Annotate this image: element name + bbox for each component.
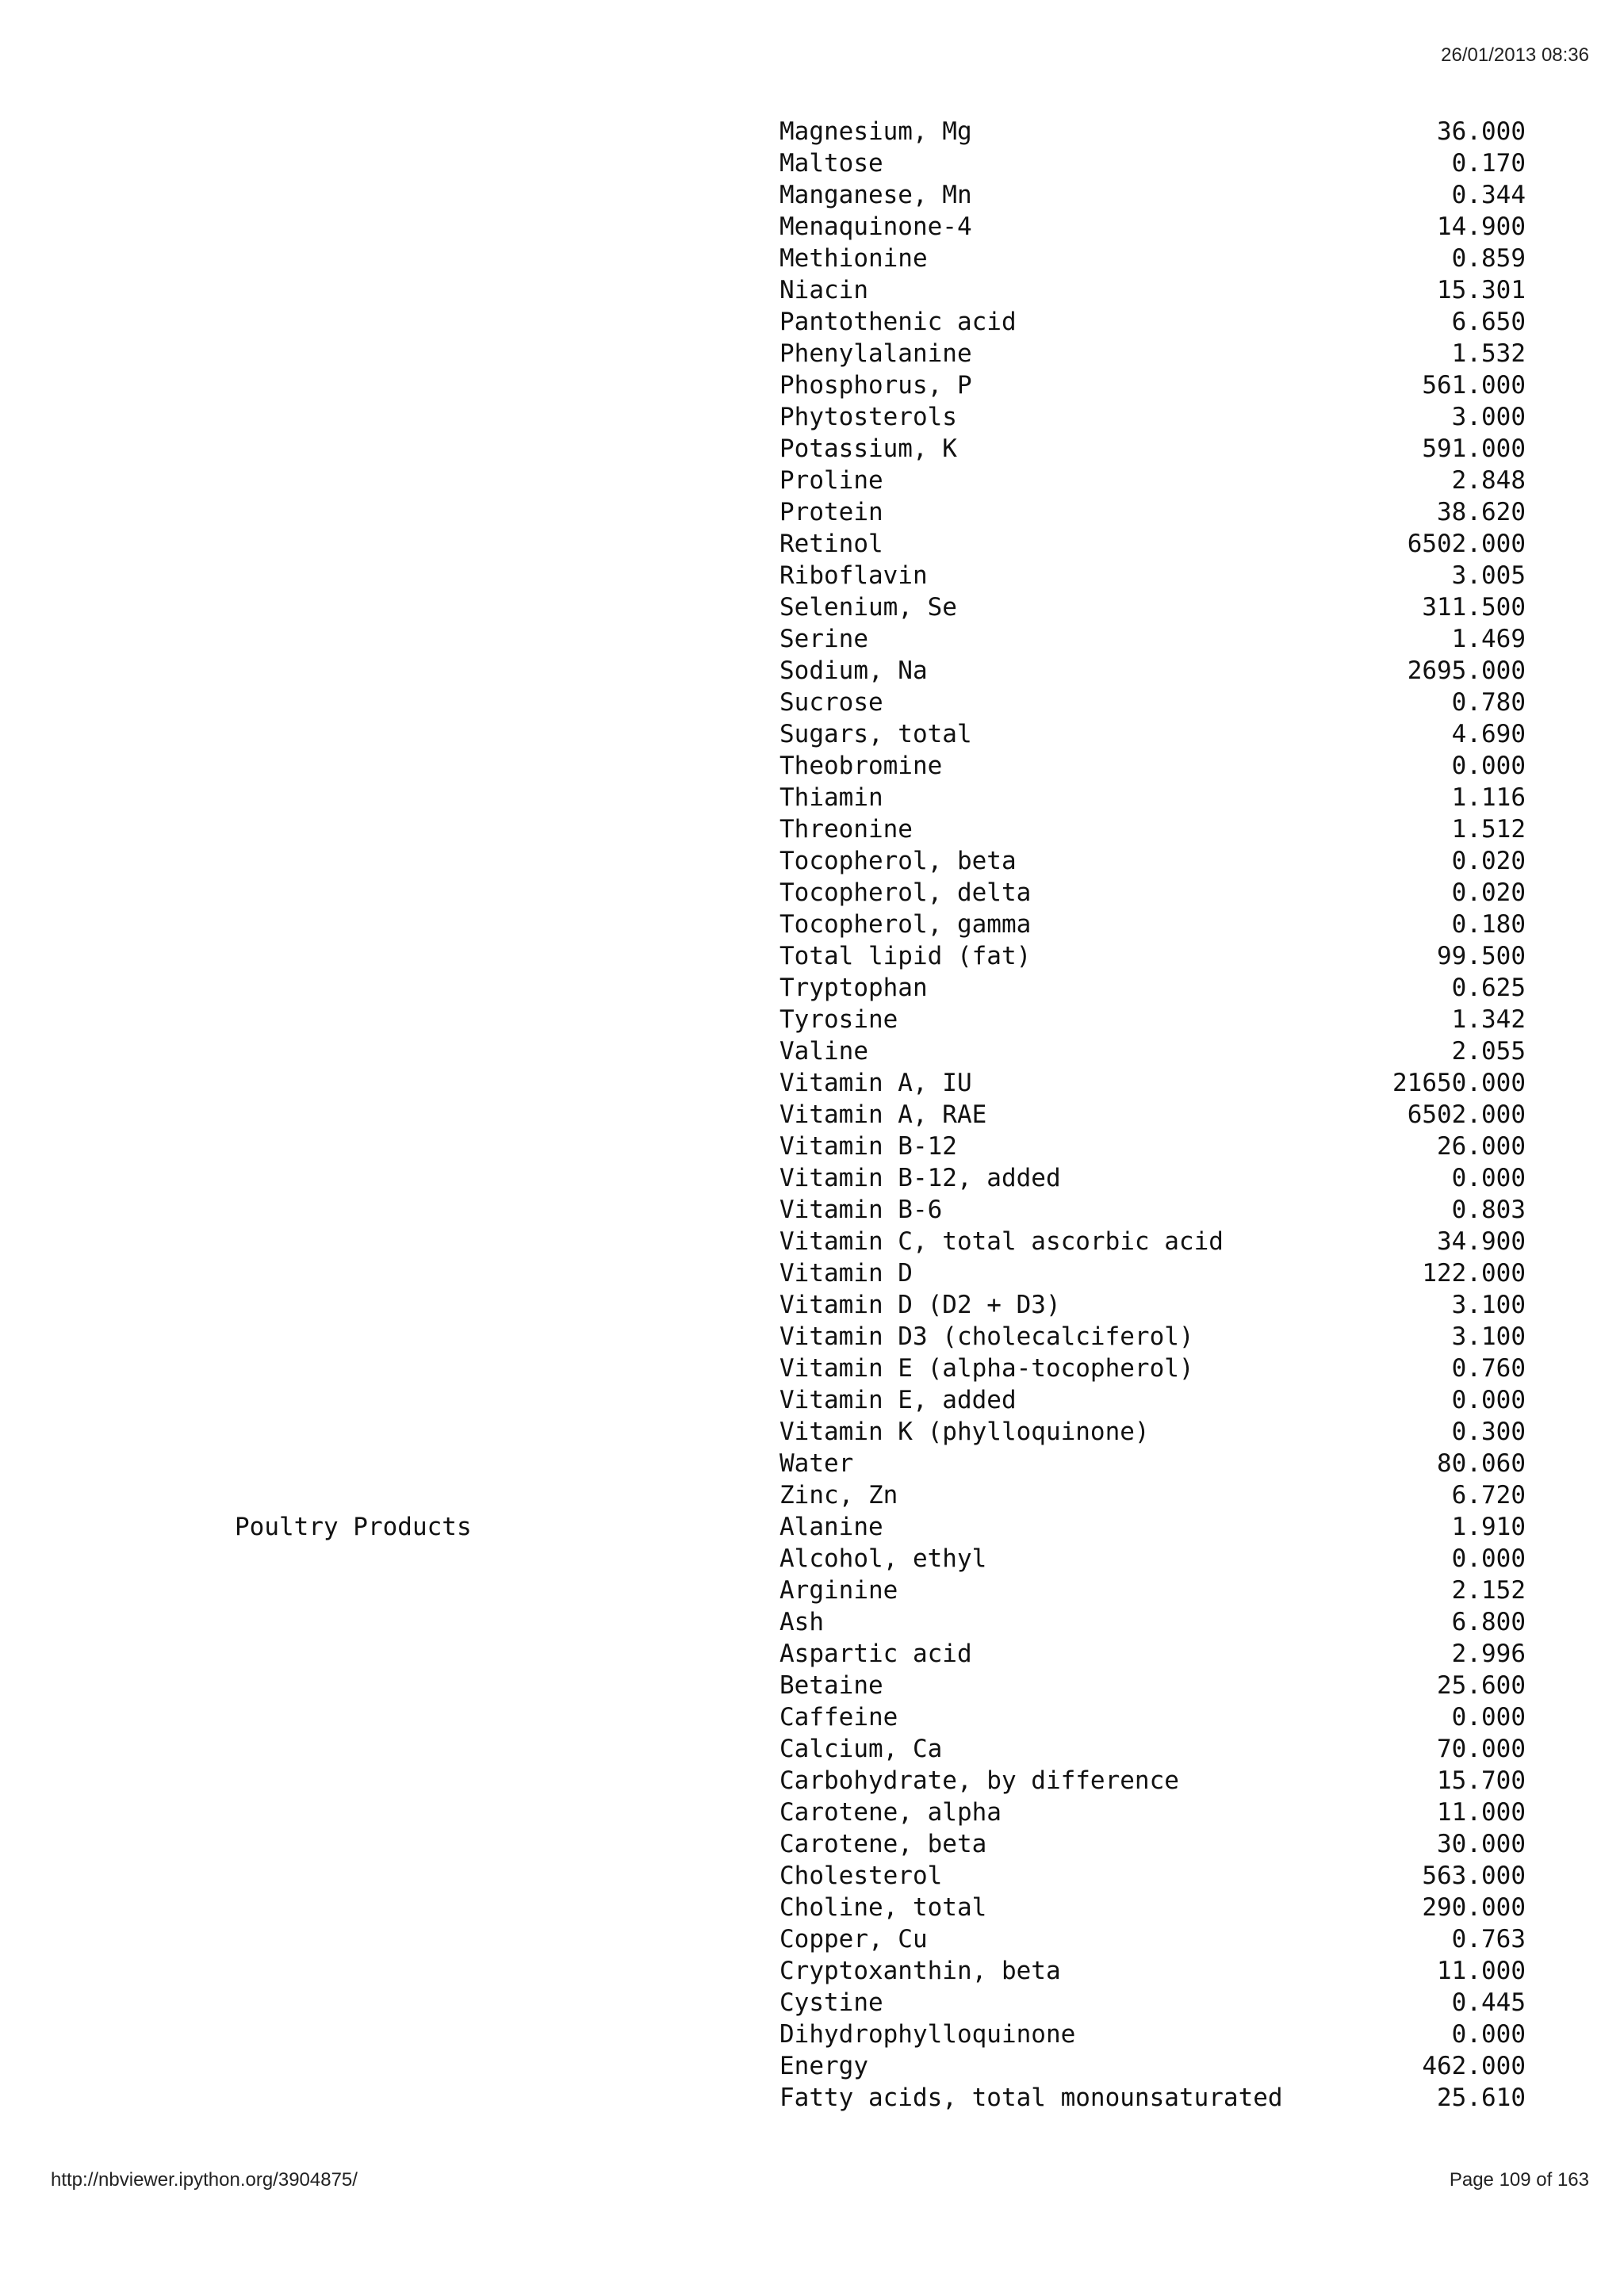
nutrient-value: 311.500 bbox=[1422, 593, 1526, 622]
nutrient-name: Vitamin E, added bbox=[779, 1386, 1017, 1414]
nutrient-name: Valine bbox=[779, 1037, 868, 1066]
nutrient-name: Tocopherol, delta bbox=[779, 878, 1032, 907]
nutrient-name: Copper, Cu bbox=[779, 1925, 928, 1954]
table-row bbox=[0, 147, 1624, 179]
table-row bbox=[0, 845, 1624, 877]
nutrient-value: 36.000 bbox=[1437, 117, 1526, 146]
nutrient-value: 30.000 bbox=[1437, 1830, 1526, 1858]
table-row bbox=[0, 1701, 1624, 1733]
table-row bbox=[0, 1479, 1624, 1511]
table-row bbox=[0, 813, 1624, 845]
nutrient-name: Fatty acids, total monounsaturated bbox=[779, 2084, 1283, 2112]
table-row bbox=[0, 1638, 1624, 1670]
nutrient-value: 1.910 bbox=[1451, 1513, 1526, 1541]
nutrient-value: 563.000 bbox=[1422, 1862, 1526, 1890]
table-row bbox=[0, 877, 1624, 909]
nutrient-value: 0.020 bbox=[1451, 878, 1526, 907]
nutrient-name: Theobromine bbox=[779, 752, 943, 780]
nutrient-value: 0.445 bbox=[1451, 1988, 1526, 2017]
nutrient-name: Choline, total bbox=[779, 1893, 987, 1922]
nutrient-value: 99.500 bbox=[1437, 942, 1526, 970]
nutrient-table bbox=[0, 116, 1624, 2114]
nutrient-value: 122.000 bbox=[1422, 1259, 1526, 1288]
table-row bbox=[0, 1828, 1624, 1860]
nutrient-name: Vitamin D3 (cholecalciferol) bbox=[779, 1322, 1194, 1351]
nutrient-name: Carotene, alpha bbox=[779, 1798, 1002, 1827]
table-row bbox=[0, 496, 1624, 528]
nutrient-value: 6.800 bbox=[1451, 1608, 1526, 1636]
nutrient-value: 591.000 bbox=[1422, 434, 1526, 463]
nutrient-value: 21650.000 bbox=[1392, 1069, 1526, 1097]
footer-url: http://nbviewer.ipython.org/3904875/ bbox=[51, 2169, 358, 2191]
table-row bbox=[0, 1162, 1624, 1194]
table-row bbox=[0, 1860, 1624, 1892]
print-timestamp: 26/01/2013 08:36 bbox=[1441, 44, 1589, 66]
table-row bbox=[0, 1035, 1624, 1067]
table-row bbox=[0, 591, 1624, 623]
table-row bbox=[0, 655, 1624, 687]
nutrient-value: 0.780 bbox=[1451, 688, 1526, 717]
nutrient-name: Retinol bbox=[779, 530, 883, 558]
table-row bbox=[0, 433, 1624, 465]
nutrient-name: Niacin bbox=[779, 276, 868, 304]
table-row bbox=[0, 1416, 1624, 1448]
table-row bbox=[0, 1670, 1624, 1701]
nutrient-name: Total lipid (fat) bbox=[779, 942, 1032, 970]
nutrient-value: 4.690 bbox=[1451, 720, 1526, 748]
nutrient-value: 1.532 bbox=[1451, 339, 1526, 368]
nutrient-name: Carotene, beta bbox=[779, 1830, 987, 1858]
nutrient-name: Potassium, K bbox=[779, 434, 957, 463]
table-row bbox=[0, 1257, 1624, 1289]
nutrient-value: 11.000 bbox=[1437, 1798, 1526, 1827]
nutrient-value: 0.344 bbox=[1451, 181, 1526, 209]
nutrient-name: Phenylalanine bbox=[779, 339, 972, 368]
nutrient-value: 25.600 bbox=[1437, 1671, 1526, 1700]
nutrient-name: Ash bbox=[779, 1608, 824, 1636]
nutrient-name: Dihydrophylloquinone bbox=[779, 2020, 1076, 2049]
nutrient-name: Vitamin E (alpha-tocopherol) bbox=[779, 1354, 1194, 1383]
table-row bbox=[0, 782, 1624, 813]
nutrient-value: 0.170 bbox=[1451, 149, 1526, 178]
table-row bbox=[0, 465, 1624, 496]
table-row bbox=[0, 1543, 1624, 1575]
nutrient-name: Tocopherol, beta bbox=[779, 847, 1017, 875]
table-row bbox=[0, 909, 1624, 940]
table-row bbox=[0, 2019, 1624, 2050]
nutrient-value: 11.000 bbox=[1437, 1957, 1526, 1985]
nutrient-value: 1.512 bbox=[1451, 815, 1526, 844]
table-row bbox=[0, 940, 1624, 972]
nutrient-name: Water bbox=[779, 1449, 854, 1478]
page-number: Page 109 of 163 bbox=[1449, 2169, 1589, 2191]
nutrient-name: Selenium, Se bbox=[779, 593, 957, 622]
table-row bbox=[0, 1606, 1624, 1638]
table-row bbox=[0, 1923, 1624, 1955]
table-row bbox=[0, 338, 1624, 369]
nutrient-name: Cryptoxanthin, beta bbox=[779, 1957, 1061, 1985]
table-row bbox=[0, 1004, 1624, 1035]
nutrient-name: Manganese, Mn bbox=[779, 181, 972, 209]
nutrient-name: Protein bbox=[779, 498, 883, 526]
nutrient-value: 6502.000 bbox=[1407, 1100, 1526, 1129]
nutrient-name: Pantothenic acid bbox=[779, 308, 1017, 336]
nutrient-value: 15.700 bbox=[1437, 1766, 1526, 1795]
nutrient-name: Tocopherol, gamma bbox=[779, 910, 1032, 939]
table-row bbox=[0, 560, 1624, 591]
nutrient-name: Phytosterols bbox=[779, 403, 957, 431]
nutrient-value: 34.900 bbox=[1437, 1227, 1526, 1256]
table-row bbox=[0, 1384, 1624, 1416]
table-row bbox=[0, 1289, 1624, 1321]
table-row bbox=[0, 750, 1624, 782]
table-row bbox=[0, 369, 1624, 401]
nutrient-name: Vitamin D (D2 + D3) bbox=[779, 1291, 1061, 1319]
nutrient-name: Riboflavin bbox=[779, 561, 928, 590]
nutrient-name: Betaine bbox=[779, 1671, 883, 1700]
nutrient-value: 0.760 bbox=[1451, 1354, 1526, 1383]
nutrient-value: 0.020 bbox=[1451, 847, 1526, 875]
nutrient-value: 3.100 bbox=[1451, 1291, 1526, 1319]
nutrient-name: Threonine bbox=[779, 815, 913, 844]
table-row bbox=[0, 1353, 1624, 1384]
nutrient-name: Tyrosine bbox=[779, 1005, 898, 1034]
table-row bbox=[0, 1099, 1624, 1131]
nutrient-name: Vitamin B-12, added bbox=[779, 1164, 1061, 1192]
table-row bbox=[0, 274, 1624, 306]
nutrient-name: Vitamin K (phylloquinone) bbox=[779, 1418, 1150, 1446]
food-group-label: Poultry Products bbox=[235, 1513, 472, 1541]
table-row bbox=[0, 1067, 1624, 1099]
nutrient-value: 0.000 bbox=[1451, 1386, 1526, 1414]
nutrient-value: 6502.000 bbox=[1407, 530, 1526, 558]
nutrient-value: 3.000 bbox=[1451, 403, 1526, 431]
nutrient-value: 15.301 bbox=[1437, 276, 1526, 304]
nutrient-value: 0.180 bbox=[1451, 910, 1526, 939]
nutrient-value: 0.000 bbox=[1451, 2020, 1526, 2049]
nutrient-name: Sodium, Na bbox=[779, 656, 928, 685]
nutrient-name: Vitamin D bbox=[779, 1259, 913, 1288]
nutrient-value: 2.152 bbox=[1451, 1576, 1526, 1605]
nutrient-value: 0.000 bbox=[1451, 752, 1526, 780]
nutrient-value: 25.610 bbox=[1437, 2084, 1526, 2112]
nutrient-name: Sugars, total bbox=[779, 720, 972, 748]
nutrient-name: Vitamin A, RAE bbox=[779, 1100, 987, 1129]
nutrient-name: Cystine bbox=[779, 1988, 883, 2017]
nutrient-name: Serine bbox=[779, 625, 868, 653]
nutrient-value: 0.000 bbox=[1451, 1703, 1526, 1732]
nutrient-name: Calcium, Ca bbox=[779, 1735, 943, 1763]
nutrient-name: Alanine bbox=[779, 1513, 883, 1541]
nutrient-name: Aspartic acid bbox=[779, 1640, 972, 1668]
table-row bbox=[0, 972, 1624, 1004]
table-row bbox=[0, 2082, 1624, 2114]
table-row bbox=[0, 401, 1624, 433]
nutrient-name: Arginine bbox=[779, 1576, 898, 1605]
table-row bbox=[0, 1321, 1624, 1353]
nutrient-value: 0.763 bbox=[1451, 1925, 1526, 1954]
nutrient-name: Tryptophan bbox=[779, 974, 928, 1002]
nutrient-value: 6.720 bbox=[1451, 1481, 1526, 1510]
table-row bbox=[0, 1955, 1624, 1987]
nutrient-name: Carbohydrate, by difference bbox=[779, 1766, 1179, 1795]
nutrient-name: Vitamin C, total ascorbic acid bbox=[779, 1227, 1224, 1256]
nutrient-value: 1.342 bbox=[1451, 1005, 1526, 1034]
nutrient-name: Energy bbox=[779, 2052, 868, 2080]
table-row bbox=[0, 116, 1624, 147]
table-row bbox=[0, 1765, 1624, 1797]
nutrient-name: Menaquinone-4 bbox=[779, 212, 972, 241]
nutrient-name: Vitamin A, IU bbox=[779, 1069, 972, 1097]
nutrient-value: 1.469 bbox=[1451, 625, 1526, 653]
nutrient-value: 0.803 bbox=[1451, 1196, 1526, 1224]
nutrient-name: Vitamin B-6 bbox=[779, 1196, 943, 1224]
nutrient-value: 70.000 bbox=[1437, 1735, 1526, 1763]
nutrient-name: Cholesterol bbox=[779, 1862, 943, 1890]
nutrient-value: 0.000 bbox=[1451, 1544, 1526, 1573]
nutrient-name: Caffeine bbox=[779, 1703, 898, 1732]
table-row bbox=[0, 179, 1624, 211]
nutrient-name: Magnesium, Mg bbox=[779, 117, 972, 146]
nutrient-value: 0.625 bbox=[1451, 974, 1526, 1002]
nutrient-name: Vitamin B-12 bbox=[779, 1132, 957, 1161]
table-row bbox=[0, 623, 1624, 655]
nutrient-value: 561.000 bbox=[1422, 371, 1526, 400]
table-row bbox=[0, 1448, 1624, 1479]
nutrient-name: Proline bbox=[779, 466, 883, 495]
nutrient-value: 0.300 bbox=[1451, 1418, 1526, 1446]
table-row bbox=[0, 1987, 1624, 2019]
table-row bbox=[0, 211, 1624, 243]
nutrient-name: Sucrose bbox=[779, 688, 883, 717]
nutrient-value: 2.848 bbox=[1451, 466, 1526, 495]
table-row bbox=[0, 1733, 1624, 1765]
nutrient-value: 1.116 bbox=[1451, 783, 1526, 812]
nutrient-value: 3.005 bbox=[1451, 561, 1526, 590]
table-row bbox=[0, 1131, 1624, 1162]
nutrient-name: Alcohol, ethyl bbox=[779, 1544, 987, 1573]
nutrient-value: 26.000 bbox=[1437, 1132, 1526, 1161]
table-row bbox=[0, 1194, 1624, 1226]
nutrient-name: Thiamin bbox=[779, 783, 883, 812]
nutrient-value: 2.055 bbox=[1451, 1037, 1526, 1066]
nutrient-value: 6.650 bbox=[1451, 308, 1526, 336]
table-row bbox=[0, 1226, 1624, 1257]
nutrient-value: 0.000 bbox=[1451, 1164, 1526, 1192]
nutrient-value: 38.620 bbox=[1437, 498, 1526, 526]
table-row bbox=[0, 528, 1624, 560]
nutrient-value: 2.996 bbox=[1451, 1640, 1526, 1668]
nutrient-value: 14.900 bbox=[1437, 212, 1526, 241]
table-row bbox=[0, 243, 1624, 274]
nutrient-value: 3.100 bbox=[1451, 1322, 1526, 1351]
nutrient-value: 2695.000 bbox=[1407, 656, 1526, 685]
table-row bbox=[0, 1797, 1624, 1828]
table-row bbox=[0, 2050, 1624, 2082]
nutrient-value: 80.060 bbox=[1437, 1449, 1526, 1478]
table-row bbox=[0, 718, 1624, 750]
nutrient-name: Phosphorus, P bbox=[779, 371, 972, 400]
nutrient-value: 0.859 bbox=[1451, 244, 1526, 273]
nutrient-name: Methionine bbox=[779, 244, 928, 273]
nutrient-name: Maltose bbox=[779, 149, 883, 178]
table-row bbox=[0, 1892, 1624, 1923]
table-row bbox=[0, 1575, 1624, 1606]
nutrient-value: 290.000 bbox=[1422, 1893, 1526, 1922]
nutrient-name: Zinc, Zn bbox=[779, 1481, 898, 1510]
table-row bbox=[0, 1511, 1624, 1543]
nutrient-value: 462.000 bbox=[1422, 2052, 1526, 2080]
table-row bbox=[0, 687, 1624, 718]
table-row bbox=[0, 306, 1624, 338]
